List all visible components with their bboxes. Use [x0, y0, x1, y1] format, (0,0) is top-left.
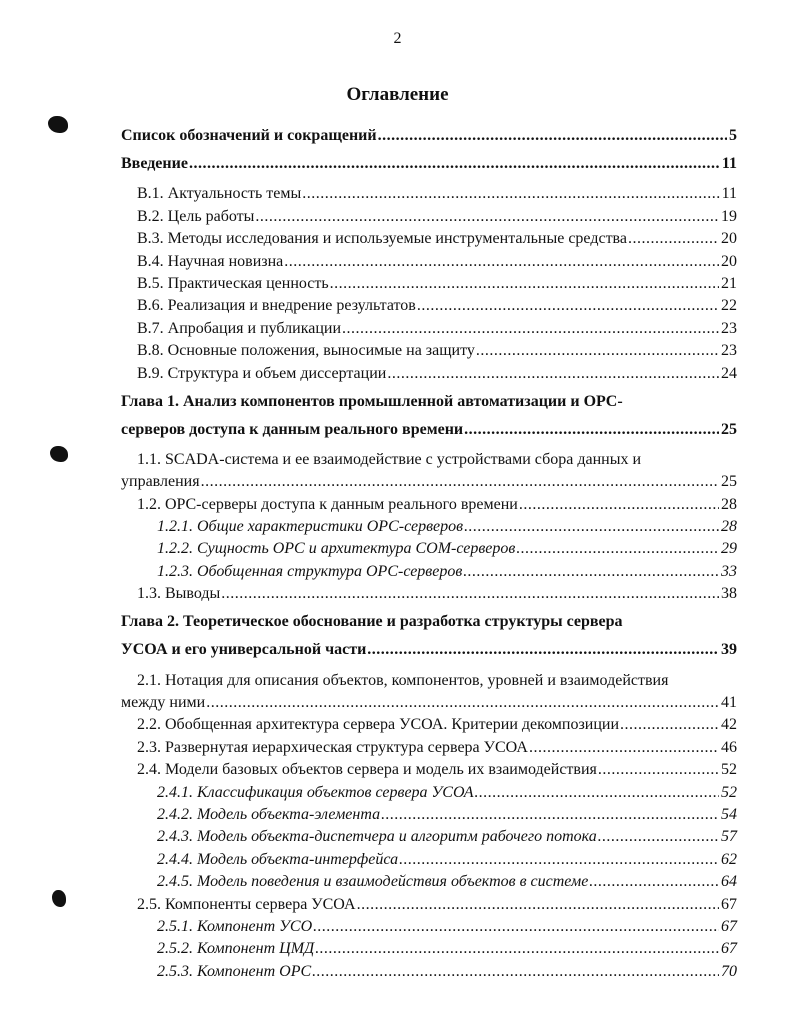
toc-entry-ch1[interactable]: серверов доступа к данным реального времени ..... 25: [121, 411, 737, 439]
toc-entry-b1[interactable]: В.1. Актуальность темы ..... 11: [137, 181, 737, 203]
toc-entry-s2-5-3[interactable]: 2.5.3. Компонент OPC ..... 70: [157, 958, 737, 980]
toc-entry-s1-1-line1[interactable]: 1.1. SCADA-система и ее взаимодействие с устройствами сбора данных и: [137, 450, 642, 468]
toc-entry-s1-1[interactable]: управления ..... 25: [121, 469, 737, 491]
toc-entry-b6[interactable]: В.6. Реализация и внедрение результатов ..... 22: [137, 293, 737, 315]
toc-entry-s1-2-2[interactable]: 1.2.2. Сущность OPC и архитектура COM-серверов ..... 29: [157, 536, 737, 558]
toc-entry-s2-5-2[interactable]: 2.5.2. Компонент ЦМД ..... 67: [157, 936, 737, 958]
toc-entry-ch1-line1[interactable]: Глава 1. Анализ компонентов промышленной автоматизации и OPC-: [121, 392, 623, 410]
toc-entry-s2-3[interactable]: 2.3. Развернутая иерархическая структура сервера УСОА ..... 46: [137, 734, 737, 756]
toc-entry-s1-2-1[interactable]: 1.2.1. Общие характеристики OPC-серверов ..... 28: [157, 514, 737, 536]
toc-entry-b5[interactable]: В.5. Практическая ценность ..... 21: [137, 271, 737, 293]
toc-entry-s2-4-3[interactable]: 2.4.3. Модель объекта-диспетчера и алгоритм рабочего потока ..... 57: [157, 824, 737, 846]
toc-entry-ch2-line1[interactable]: Глава 2. Теоретическое обоснование и разработка структуры сервера: [121, 613, 623, 631]
toc-entry-b8[interactable]: В.8. Основные положения, выносимые на защиту ..... 23: [137, 338, 737, 360]
toc-entry-b3[interactable]: В.3. Методы исследования и используемые инструментальные средства ..... 20: [137, 226, 737, 248]
toc-entry-s2-4[interactable]: 2.4. Модели базовых объектов сервера и модель их взаимодействия ..... 52: [137, 757, 737, 779]
page-number: 2: [393, 30, 402, 47]
toc-entry-s2-1-line1[interactable]: 2.1. Нотация для описания объектов, компонентов, уровней и взаимодействия: [137, 671, 669, 689]
table-of-contents: [0, 117, 795, 981]
toc-entry-s2-5-1[interactable]: 2.5.1. Компонент УСО ..... 67: [157, 914, 737, 936]
toc-entry-s2-4-4[interactable]: 2.4.4. Модель объекта-интерфейса ..... 62: [157, 846, 737, 868]
toc-entry-s1-3[interactable]: 1.3. Выводы ..... 38: [137, 581, 737, 603]
toc-entry-intro[interactable]: Введение ..... 11: [121, 145, 737, 173]
page-title: Оглавление: [346, 84, 449, 105]
toc-entry-s2-4-5[interactable]: 2.4.5. Модель поведения и взаимодействия объектов в системе ..... 64: [157, 869, 737, 891]
toc-entry-s1-2-3[interactable]: 1.2.3. Обобщенная структура OPC-серверов ..... 33: [157, 558, 737, 580]
toc-entry-s2-5[interactable]: 2.5. Компоненты сервера УСОА ..... 67: [137, 891, 737, 913]
toc-entry-s2-2[interactable]: 2.2. Обобщенная архитектура сервера УСОА. Критерии декомпозиции ..... 42: [137, 712, 737, 734]
toc-entry-b4[interactable]: В.4. Научная новизна ..... 20: [137, 248, 737, 270]
toc-entry-s2-4-1[interactable]: 2.4.1. Классификация объектов сервера УСОА ..... 52: [157, 779, 737, 801]
toc-entry-s2-1[interactable]: между ними ..... 41: [121, 690, 737, 712]
toc-entry-s1-2[interactable]: 1.2. OPC-серверы доступа к данным реального времени ..... 28: [137, 491, 737, 513]
toc-entry-b2[interactable]: В.2. Цель работы ..... 19: [137, 203, 737, 225]
toc-entry-abbrev[interactable]: Список обозначений и сокращений ..... 5: [121, 117, 737, 145]
toc-entry-b9[interactable]: В.9. Структура и объем диссертации ..... 24: [137, 360, 737, 382]
toc-entry-b7[interactable]: В.7. Апробация и публикации ..... 23: [137, 315, 737, 337]
toc-entry-s2-4-2[interactable]: 2.4.2. Модель объекта-элемента ..... 54: [157, 802, 737, 824]
toc-entry-ch2[interactable]: УСОА и его универсальной части ..... 39: [121, 631, 737, 659]
